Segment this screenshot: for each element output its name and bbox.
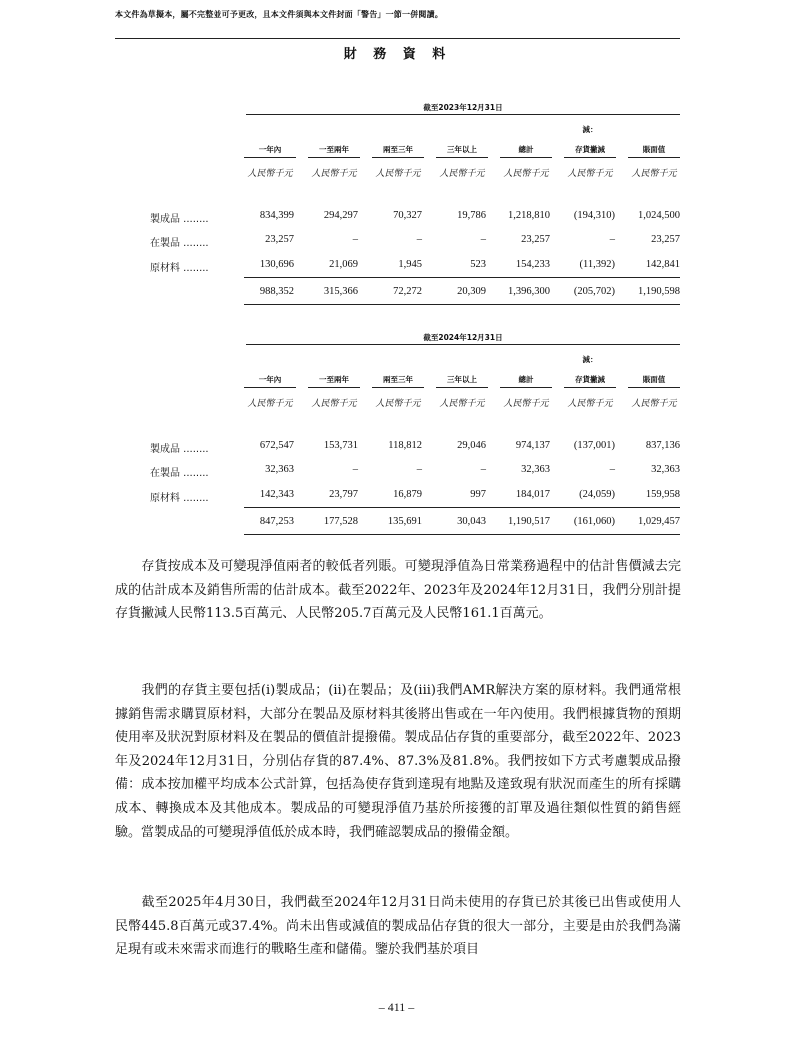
unit-label: 人民幣千元 [247, 399, 293, 409]
table-cell: 523 [470, 259, 486, 270]
less-label: 減： [582, 125, 598, 134]
row-label: 在製品 ........ [150, 238, 209, 249]
row-label: 原材料 ........ [150, 263, 209, 274]
total-cell: 30,043 [457, 516, 486, 527]
unit-label: 人民幣千元 [375, 399, 421, 409]
table-cell: 21,069 [329, 259, 358, 270]
table-cell: – [416, 234, 422, 245]
total-cell: 72,272 [393, 286, 422, 297]
table-cell: – [416, 464, 422, 475]
table-cell: 32,363 [521, 464, 550, 475]
col-book-value: 賬面值 [628, 374, 680, 388]
period-rule [246, 114, 680, 115]
col-one-to-two-years: 一至兩年 [308, 144, 360, 158]
table-cell: 118,812 [388, 440, 422, 451]
col-total: 總計 [500, 144, 552, 158]
col-inventory-provision: 存貨撇減 [564, 374, 616, 388]
table-cell: 130,696 [259, 259, 294, 270]
table-cell: 1,945 [398, 259, 422, 270]
table-cell: 154,233 [515, 259, 550, 270]
header-rule [115, 38, 680, 39]
table-cell: – [352, 234, 358, 245]
total-cell: 20,309 [457, 286, 486, 297]
unit-label: 人民幣千元 [375, 169, 421, 179]
unit-label: 人民幣千元 [631, 169, 677, 179]
total-cell: 177,528 [323, 516, 358, 527]
table-cell: 23,257 [521, 234, 550, 245]
row-label: 製成品 ........ [150, 444, 209, 455]
table-period: 截至2023年12月31日 [423, 103, 503, 112]
table-cell: 32,363 [265, 464, 294, 475]
table-cell: – [609, 234, 615, 245]
unit-label: 人民幣千元 [439, 169, 485, 179]
period-rule [246, 344, 680, 345]
unit-label: 人民幣千元 [311, 399, 357, 409]
table-cell: – [480, 464, 486, 475]
total-cell: 315,366 [323, 286, 358, 297]
paragraph-inventory-valuation: 存貨按成本及可變現淨值兩者的較低者列賬。可變現淨值為日常業務過程中的估計售價減去完成的估計成本及銷售所需的估計成本。截至2022年、2023年及2024年12月31日，我們分別計提存貨撇減人民幣113.5百萬元、人民幣205.7百萬元及人民幣161.1百萬元。 [115, 559, 681, 622]
table-cell: 16,879 [393, 489, 422, 500]
total-cell: 1,190,517 [508, 516, 550, 527]
col-over-three-years: 三年以上 [436, 374, 488, 388]
col-within-one-year: 一年內 [244, 144, 296, 158]
table-cell: 159,958 [645, 489, 680, 500]
table-cell: 997 [470, 489, 486, 500]
table-cell: 29,046 [457, 440, 486, 451]
col-total: 總計 [500, 374, 552, 388]
table-cell: 142,343 [259, 489, 294, 500]
table-cell: – [352, 464, 358, 475]
table-cell: (137,001) [573, 440, 615, 451]
table-cell: 153,731 [323, 440, 358, 451]
col-two-to-three-years: 兩至三年 [372, 374, 424, 388]
table-cell: (24,059) [579, 489, 615, 500]
col-within-one-year: 一年內 [244, 374, 296, 388]
table-cell: 1,218,810 [508, 210, 550, 221]
table-cell: 1,024,500 [638, 210, 680, 221]
col-inventory-provision: 存貨撇減 [564, 144, 616, 158]
table-cell: 974,137 [515, 440, 550, 451]
unit-label: 人民幣千元 [311, 169, 357, 179]
table-cell: 834,399 [259, 210, 294, 221]
table-cell: (11,392) [579, 259, 615, 270]
table-cell: 294,297 [323, 210, 358, 221]
table-cell: 184,017 [515, 489, 550, 500]
total-cell: 1,396,300 [508, 286, 550, 297]
total-cell: 1,029,457 [638, 516, 680, 527]
total-rule [244, 534, 680, 535]
unit-label: 人民幣千元 [503, 169, 549, 179]
col-over-three-years: 三年以上 [436, 144, 488, 158]
table-cell: – [609, 464, 615, 475]
unit-label: 人民幣千元 [631, 399, 677, 409]
table-cell: 70,327 [393, 210, 422, 221]
table-cell: 32,363 [651, 464, 680, 475]
table-cell: 23,257 [265, 234, 294, 245]
col-two-to-three-years: 兩至三年 [372, 144, 424, 158]
total-cell: 847,253 [259, 516, 294, 527]
table-period: 截至2024年12月31日 [423, 333, 503, 342]
less-label: 減： [582, 355, 598, 364]
table-cell: 19,786 [457, 210, 486, 221]
total-rule [244, 304, 680, 305]
table-cell: 837,136 [645, 440, 680, 451]
total-cell: 1,190,598 [638, 286, 680, 297]
table-cell: – [480, 234, 486, 245]
table-cell: 23,797 [329, 489, 358, 500]
total-cell: (161,060) [573, 516, 615, 527]
table-cell: 142,841 [645, 259, 680, 270]
unit-label: 人民幣千元 [567, 169, 613, 179]
unit-label: 人民幣千元 [247, 169, 293, 179]
paragraph-subsequent-usage: 截至2025年4月30日，我們截至2024年12月31日尚未使用的存貨已於其後已出售或使用人民幣445.8百萬元或37.4%。尚未出售或減值的製成品佔存貨的很大一部分，主要是由於我們為滿足現有或未來需求而進行的戰略生產和儲備。鑒於我們基於項目 [115, 895, 681, 958]
unit-label: 人民幣千元 [439, 399, 485, 409]
subtotal-rule [244, 507, 680, 508]
table-cell: 23,257 [651, 234, 680, 245]
unit-label: 人民幣千元 [567, 399, 613, 409]
col-one-to-two-years: 一至兩年 [308, 374, 360, 388]
total-cell: 135,691 [387, 516, 422, 527]
draft-disclaimer: 本文件為草擬本，屬不完整並可予更改，且本文件須與本文件封面「警告」一節一併閱讀。 [115, 10, 443, 19]
paragraph-inventory-composition: 我們的存貨主要包括(i)製成品；(ii)在製品；及(iii)我們AMR解決方案的原材料。我們通常根據銷售需求購買原材料，大部分在製品及原材料其後將出售或在一年內使用。我們根據貨物的預期使用率及狀況對原材料及在製品的價值計提撥備。製成品佔存貨的重要部分，截至2022年、2023年及2024年12月31日，分別佔存貨的87.4%、87.3%及81.8%。我們按如下方式考慮製成品撥備：成本按加權平均成本公式計算，包括為使存貨到達現有地點及達致現有狀況而產生的所有採購成本、轉換成本及其他成本。製成品的可變現淨值乃基於所接獲的訂單及過往類似性質的銷售經驗。當製成品的可變現淨值低於成本時，我們確認製成品的撥備金額。 [115, 683, 681, 840]
unit-label: 人民幣千元 [503, 399, 549, 409]
table-cell: (194,310) [573, 210, 615, 221]
col-book-value: 賬面值 [628, 144, 680, 158]
row-label: 原材料 ........ [150, 493, 209, 504]
subtotal-rule [244, 277, 680, 278]
table-cell: 672,547 [259, 440, 294, 451]
row-label: 製成品 ........ [150, 214, 209, 225]
page-number: – 411 – [378, 1000, 415, 1014]
section-title: 財 務 資 料 [343, 47, 452, 62]
total-cell: 988,352 [259, 286, 294, 297]
total-cell: (205,702) [573, 286, 615, 297]
row-label: 在製品 ........ [150, 468, 209, 479]
